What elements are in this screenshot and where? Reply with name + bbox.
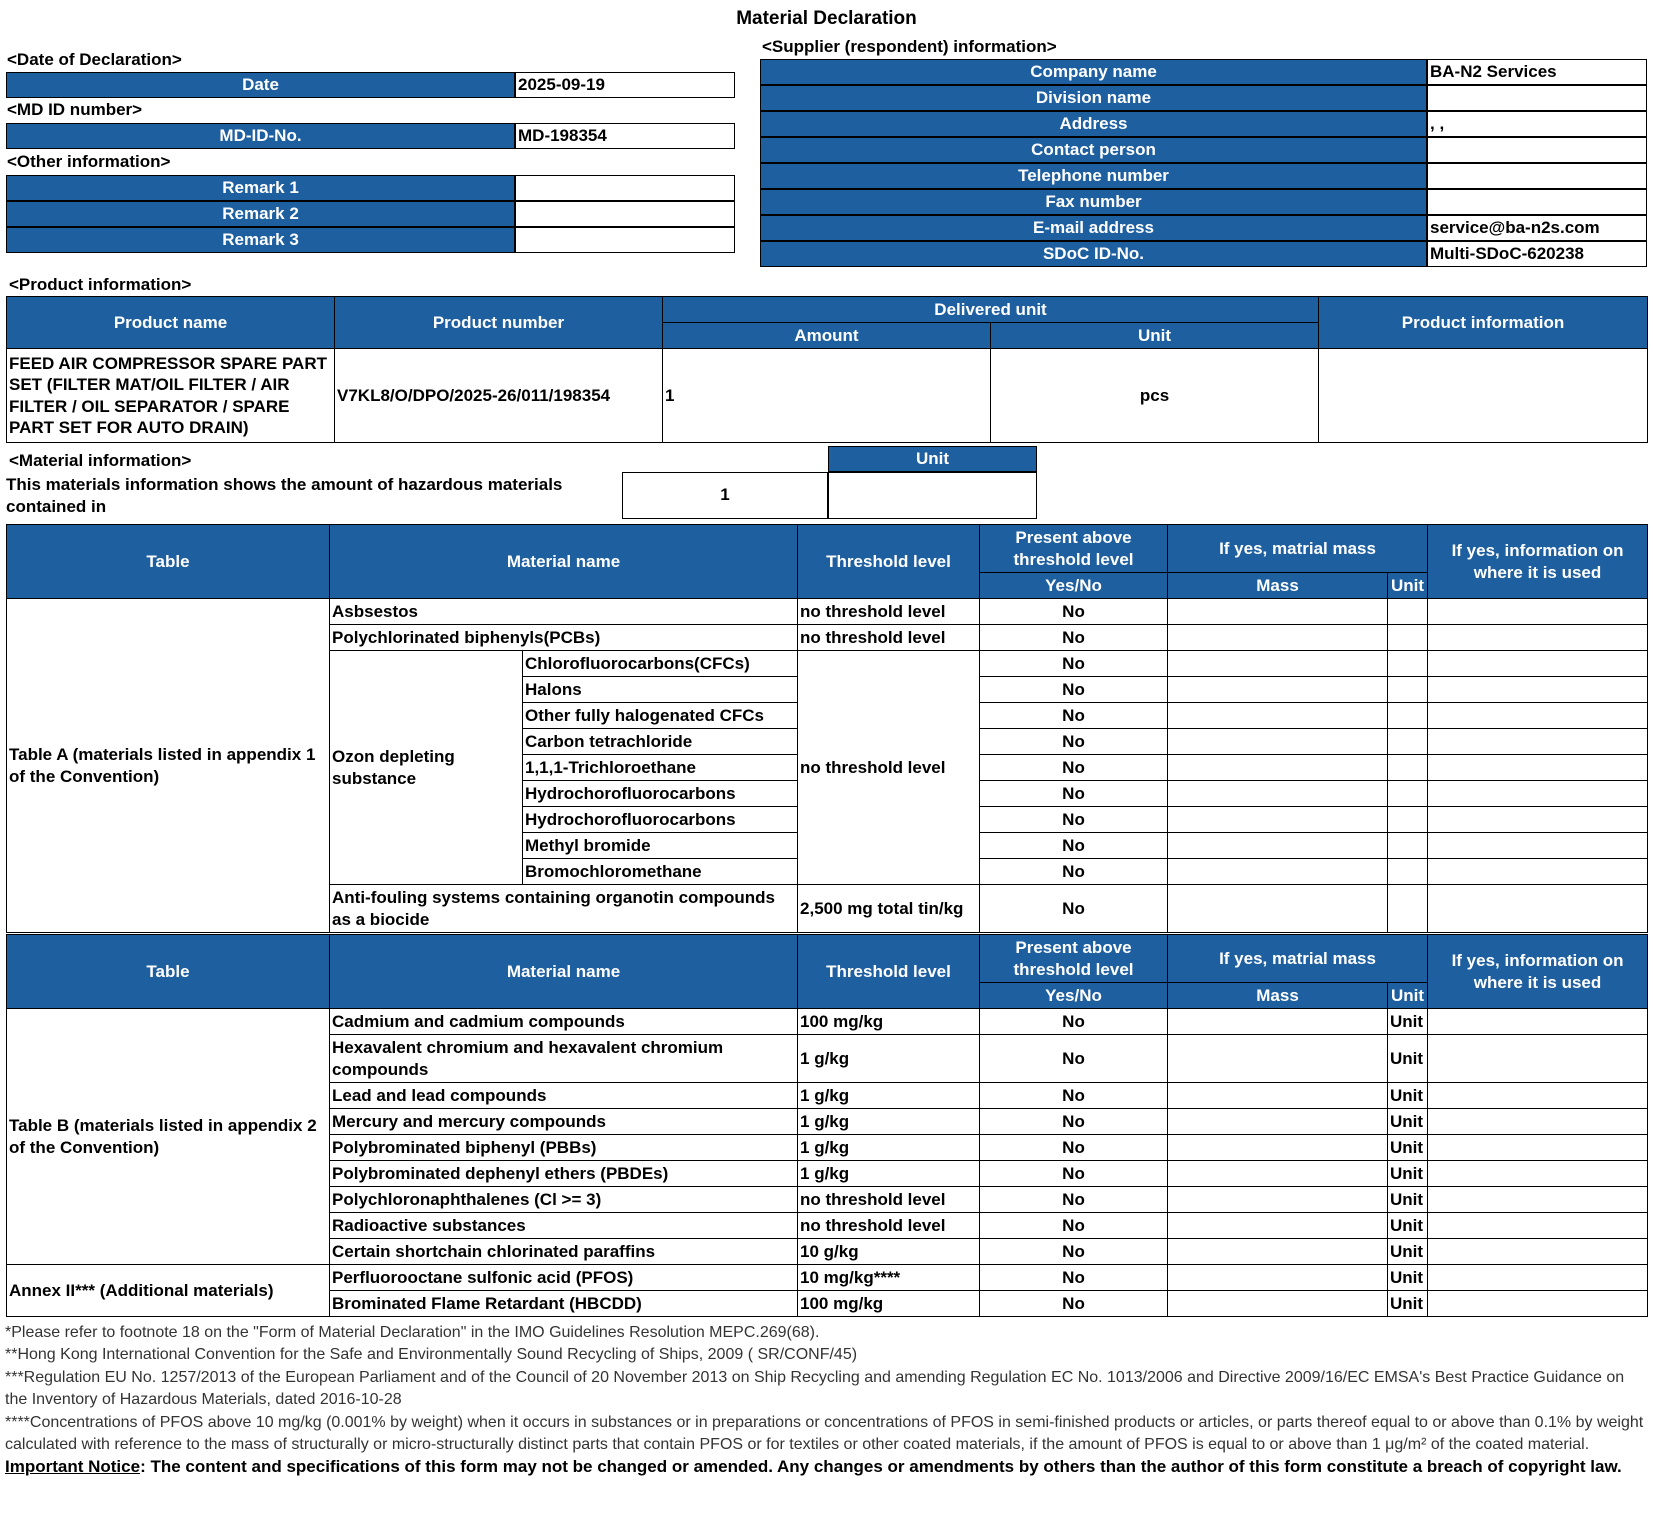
supplier-value[interactable]: BA-N2 Services xyxy=(1427,59,1647,85)
material-name: Brominated Flame Retardant (HBCDD) xyxy=(330,1291,798,1317)
supplier-value[interactable] xyxy=(1427,189,1647,215)
material-name: Halons xyxy=(523,677,798,703)
where-cell[interactable] xyxy=(1428,1239,1648,1265)
supplier-value[interactable] xyxy=(1427,163,1647,189)
material-name: 1,1,1-Trichloroethane xyxy=(523,755,798,781)
mass-cell[interactable] xyxy=(1168,729,1388,755)
mass-cell[interactable] xyxy=(1168,1083,1388,1109)
where-cell[interactable] xyxy=(1428,1187,1648,1213)
product-table xyxy=(6,296,1648,443)
where-cell[interactable] xyxy=(1428,1009,1648,1035)
where-cell[interactable] xyxy=(1428,755,1648,781)
table-a-mass-header: Mass xyxy=(1168,573,1388,599)
unit-cell[interactable]: Unit xyxy=(1388,1135,1428,1161)
present-value[interactable]: No xyxy=(980,703,1168,729)
table-b-mass-group-header: If yes, matrial mass xyxy=(1168,935,1428,983)
threshold-level: 1 g/kg xyxy=(798,1161,980,1187)
unit-cell[interactable] xyxy=(1388,599,1428,625)
unit-cell[interactable]: Unit xyxy=(1388,1187,1428,1213)
material-name: Certain shortchain chlorinated paraffins xyxy=(330,1239,798,1265)
table-a-where-header: If yes, information on where it is used xyxy=(1428,525,1648,599)
unit-cell[interactable] xyxy=(1388,781,1428,807)
material-name: Polybrominated biphenyl (PBBs) xyxy=(330,1135,798,1161)
where-cell[interactable] xyxy=(1428,651,1648,677)
where-cell[interactable] xyxy=(1428,677,1648,703)
threshold-level: 1 g/kg xyxy=(798,1135,980,1161)
threshold-level: no threshold level xyxy=(798,1213,980,1239)
present-value[interactable]: No xyxy=(980,833,1168,859)
supplier-value[interactable]: service@ba-n2s.com xyxy=(1427,215,1647,241)
where-cell[interactable] xyxy=(1428,1291,1648,1317)
table-a-threshold-header: Threshold level xyxy=(798,525,980,599)
ozone-group-label: Ozon depleting substance xyxy=(330,651,523,885)
mass-cell[interactable] xyxy=(1168,1135,1388,1161)
footnote-2: **Hong Kong International Convention for the Safe and Environmentally Sound Recycling of Ships, 2009 ( SR/CONF/45) xyxy=(5,1346,858,1364)
unit-cell[interactable]: Unit xyxy=(1388,1213,1428,1239)
mass-cell[interactable] xyxy=(1168,1161,1388,1187)
present-value[interactable]: No xyxy=(980,1035,1168,1083)
table-b-unit-header: Unit xyxy=(1388,983,1428,1009)
table-b-present-header: Present above threshold level xyxy=(980,935,1168,983)
product-amount-value[interactable]: 1 xyxy=(663,349,991,443)
mass-cell[interactable] xyxy=(1168,1239,1388,1265)
present-value[interactable]: No xyxy=(980,1239,1168,1265)
supplier-label: E-mail address xyxy=(760,215,1427,241)
table-a-unit-header: Unit xyxy=(1388,573,1428,599)
material-name: Radioactive substances xyxy=(330,1213,798,1239)
product-number-value: V7KL8/O/DPO/2025-26/011/198354 xyxy=(335,349,663,443)
threshold-level: 1 g/kg xyxy=(798,1109,980,1135)
present-value[interactable]: No xyxy=(980,1265,1168,1291)
unit-cell[interactable]: Unit xyxy=(1388,1161,1428,1187)
unit-cell[interactable] xyxy=(1388,755,1428,781)
footnote-3: ***Regulation EU No. 1257/2013 of the European Parliament and of the Council of 20 November 2013 on Ship Recycling and amending Regulation EC No. 1013/2006 and Directive 2009/16/EC EMSA's Best Practice Guidance on the Inventory of Hazardous Materials, dated 2016-10-28 xyxy=(5,1368,1625,1409)
unit-cell[interactable]: Unit xyxy=(1388,1265,1428,1291)
where-cell[interactable] xyxy=(1428,703,1648,729)
unit-cell[interactable]: Unit xyxy=(1388,1109,1428,1135)
product-unit-value[interactable]: pcs xyxy=(991,349,1319,443)
where-cell[interactable] xyxy=(1428,781,1648,807)
amount-header: Amount xyxy=(663,323,991,349)
unit-cell[interactable] xyxy=(1388,651,1428,677)
unit-cell[interactable] xyxy=(1388,729,1428,755)
material-section-heading: <Material information> xyxy=(9,451,192,470)
mdid-section-heading: <MD ID number> xyxy=(7,100,143,119)
threshold-level: 2,500 mg total tin/kg xyxy=(798,885,980,933)
unit-cell[interactable] xyxy=(1388,833,1428,859)
threshold-level: 1 g/kg xyxy=(798,1035,980,1083)
present-value[interactable]: No xyxy=(980,1083,1168,1109)
where-cell[interactable] xyxy=(1428,599,1648,625)
unit-cell[interactable] xyxy=(1388,885,1428,933)
where-cell[interactable] xyxy=(1428,833,1648,859)
where-cell[interactable] xyxy=(1428,1135,1648,1161)
table-a-label: Table A (materials listed in appendix 1 of the Convention) xyxy=(7,599,330,933)
present-value[interactable]: No xyxy=(980,1135,1168,1161)
present-value[interactable]: No xyxy=(980,1213,1168,1239)
material-name: Chlorofluorocarbons(CFCs) xyxy=(523,651,798,677)
supplier-label: Fax number xyxy=(760,189,1427,215)
threshold-level: 10 g/kg xyxy=(798,1239,980,1265)
remark-2-value[interactable] xyxy=(515,201,735,227)
where-cell[interactable] xyxy=(1428,1035,1648,1083)
material-name: Other fully halogenated CFCs xyxy=(523,703,798,729)
threshold-level: no threshold level xyxy=(798,651,980,885)
material-name: Hydrochorofluorocarbons xyxy=(523,807,798,833)
material-info-text: This materials information shows the amount of hazardous materials contained in xyxy=(6,475,563,517)
table-b-yesno-header: Yes/No xyxy=(980,983,1168,1009)
mass-cell[interactable] xyxy=(1168,625,1388,651)
where-cell[interactable] xyxy=(1428,859,1648,885)
supplier-value[interactable] xyxy=(1427,137,1647,163)
material-name: Asbsestos xyxy=(330,599,798,625)
unit-cell[interactable] xyxy=(1388,703,1428,729)
table-a-yesno-header: Yes/No xyxy=(980,573,1168,599)
supplier-label: SDoC ID-No. xyxy=(760,241,1427,267)
supplier-label: Division name xyxy=(760,85,1427,111)
present-value[interactable]: No xyxy=(980,1009,1168,1035)
remark-1-label: Remark 1 xyxy=(6,175,515,201)
unit-cell[interactable]: Unit xyxy=(1388,1009,1428,1035)
footnote-1: *Please refer to footnote 18 on the "Form of Material Declaration" in the IMO Guidelines Resolution MEPC.269(68). xyxy=(5,1324,820,1341)
table-row xyxy=(7,599,1648,625)
supplier-value[interactable]: , , xyxy=(1427,111,1647,137)
table-b xyxy=(6,934,1648,1317)
unit-cell[interactable] xyxy=(1388,625,1428,651)
product-section-heading: <Product information> xyxy=(9,275,192,294)
table-a-mass-group-header: If yes, matrial mass xyxy=(1168,525,1428,573)
present-value[interactable]: No xyxy=(980,1187,1168,1213)
material-name: Anti-fouling systems containing organotin compounds as a biocide xyxy=(330,885,798,933)
delivered-unit-header: Delivered unit xyxy=(663,297,1319,323)
material-name: Lead and lead compounds xyxy=(330,1083,798,1109)
threshold-level: no threshold level xyxy=(798,625,980,651)
mass-cell[interactable] xyxy=(1168,1291,1388,1317)
present-value[interactable]: No xyxy=(980,1109,1168,1135)
mass-cell[interactable] xyxy=(1168,755,1388,781)
mdid-value[interactable]: MD-198354 xyxy=(515,123,735,149)
supplier-label: Company name xyxy=(760,59,1427,85)
material-name: Polybrominated dephenyl ethers (PBDEs) xyxy=(330,1161,798,1187)
table-row xyxy=(7,1009,1648,1035)
remark-3-label: Remark 3 xyxy=(6,227,515,253)
present-value[interactable]: No xyxy=(980,781,1168,807)
where-cell[interactable] xyxy=(1428,625,1648,651)
unit-cell[interactable] xyxy=(1388,677,1428,703)
supplier-label: Telephone number xyxy=(760,163,1427,189)
material-name: Hydrochorofluorocarbons xyxy=(523,781,798,807)
footnotes xyxy=(5,1322,1648,1479)
mdid-label: MD-ID-No. xyxy=(6,123,515,149)
mass-cell[interactable] xyxy=(1168,1035,1388,1083)
other-section-heading: <Other information> xyxy=(7,152,171,171)
material-name: Carbon tetrachloride xyxy=(523,729,798,755)
material-name: Bromochloromethane xyxy=(523,859,798,885)
present-value[interactable]: No xyxy=(980,677,1168,703)
threshold-level: 1 g/kg xyxy=(798,1083,980,1109)
threshold-level: 10 mg/kg**** xyxy=(798,1265,980,1291)
material-name: Polychlorinated biphenyls(PCBs) xyxy=(330,625,798,651)
remark-2-label: Remark 2 xyxy=(6,201,515,227)
table-a-present-header: Present above threshold level xyxy=(980,525,1168,573)
mass-cell[interactable] xyxy=(1168,1187,1388,1213)
table-b-mass-header: Mass xyxy=(1168,983,1388,1009)
mass-cell[interactable] xyxy=(1168,651,1388,677)
unit-cell[interactable]: Unit xyxy=(1388,1239,1428,1265)
where-cell[interactable] xyxy=(1428,1083,1648,1109)
product-name-value: FEED AIR COMPRESSOR SPARE PART SET (FILTER MAT/OIL FILTER / AIR FILTER / OIL SEPARATOR / SPARE PART SET FOR AUTO DRAIN) xyxy=(7,349,335,443)
present-value[interactable]: No xyxy=(980,859,1168,885)
date-value[interactable]: 2025-09-19 xyxy=(515,72,735,98)
unit-cell[interactable]: Unit xyxy=(1388,1083,1428,1109)
where-cell[interactable] xyxy=(1428,729,1648,755)
supplier-value[interactable] xyxy=(1427,85,1647,111)
unit-cell[interactable] xyxy=(1388,807,1428,833)
present-value[interactable]: No xyxy=(980,651,1168,677)
mass-cell[interactable] xyxy=(1168,859,1388,885)
date-section-heading: <Date of Declaration> xyxy=(7,50,182,69)
table-b-table-header: Table xyxy=(7,935,330,1009)
footnote-4: ****Concentrations of PFOS above 10 mg/kg (0.001% by weight) when it occurs in substances or in preparations or concentrations of PFOS in semi-finished products or articles, or parts thereof equal to or above than 0.1% by weight calculated with reference to the mass of structurally or micro-structurally distinct parts that contain PFOS or for textiles or other coated materials, if the amount of PFOS is equal to or above than 1 μg/m² of the coated material. xyxy=(5,1413,1644,1453)
where-cell[interactable] xyxy=(1428,885,1648,933)
mass-cell[interactable] xyxy=(1168,703,1388,729)
material-name: Cadmium and cadmium compounds xyxy=(330,1009,798,1035)
present-value[interactable]: No xyxy=(980,599,1168,625)
supplier-section-heading: <Supplier (respondent) information> xyxy=(762,37,1057,56)
threshold-level: 100 mg/kg xyxy=(798,1009,980,1035)
present-value[interactable]: No xyxy=(980,885,1168,933)
important-notice-label: Important Notice xyxy=(5,1457,141,1477)
unit-cell[interactable] xyxy=(1388,859,1428,885)
table-a-table-header: Table xyxy=(7,525,330,599)
remark-3-value[interactable] xyxy=(515,227,735,253)
unit-cell[interactable]: Unit xyxy=(1388,1291,1428,1317)
annex-label: Annex II*** (Additional materials) xyxy=(7,1265,330,1317)
page-title: Material Declaration xyxy=(736,8,917,29)
mass-cell[interactable] xyxy=(1168,1213,1388,1239)
where-cell[interactable] xyxy=(1428,1213,1648,1239)
table-b-where-header: If yes, information on where it is used xyxy=(1428,935,1648,1009)
supplier-label: Address xyxy=(760,111,1427,137)
mass-cell[interactable] xyxy=(1168,1109,1388,1135)
mass-cell[interactable] xyxy=(1168,781,1388,807)
material-amount-value[interactable]: 1 xyxy=(622,472,828,519)
remark-1-value[interactable] xyxy=(515,175,735,201)
material-name: Mercury and mercury compounds xyxy=(330,1109,798,1135)
important-notice xyxy=(5,1456,1648,1479)
mass-cell[interactable] xyxy=(1168,885,1388,933)
where-cell[interactable] xyxy=(1428,1161,1648,1187)
where-cell[interactable] xyxy=(1428,807,1648,833)
present-value[interactable]: No xyxy=(980,1161,1168,1187)
present-value[interactable]: No xyxy=(980,729,1168,755)
present-value[interactable]: No xyxy=(980,755,1168,781)
supplier-label: Contact person xyxy=(760,137,1427,163)
table-b-threshold-header: Threshold level xyxy=(798,935,980,1009)
unit-header: Unit xyxy=(991,323,1319,349)
product-info-header: Product information xyxy=(1319,297,1648,349)
important-notice-text: : The content and specifications of this form may not be changed or amended. Any changes or amendments by others than the author of this form constitute a breach of copyright law. xyxy=(140,1457,1622,1477)
material-name: Hexavalent chromium and hexavalent chromium compounds xyxy=(330,1035,798,1083)
threshold-level: 100 mg/kg xyxy=(798,1291,980,1317)
date-label: Date xyxy=(6,72,515,98)
table-a xyxy=(6,524,1648,933)
where-cell[interactable] xyxy=(1428,1265,1648,1291)
unit-cell[interactable]: Unit xyxy=(1388,1035,1428,1083)
material-name: Perfluorooctane sulfonic acid (PFOS) xyxy=(330,1265,798,1291)
mass-cell[interactable] xyxy=(1168,599,1388,625)
product-number-header: Product number xyxy=(335,297,663,349)
mass-cell[interactable] xyxy=(1168,807,1388,833)
product-name-header: Product name xyxy=(7,297,335,349)
table-b-label: Table B (materials listed in appendix 2 of the Convention) xyxy=(7,1009,330,1265)
mass-cell[interactable] xyxy=(1168,677,1388,703)
material-name: Polychloronaphthalenes (Cl >= 3) xyxy=(330,1187,798,1213)
material-name: Methyl bromide xyxy=(523,833,798,859)
threshold-level: no threshold level xyxy=(798,599,980,625)
material-unit-header: Unit xyxy=(828,446,1037,472)
table-row xyxy=(7,1265,1648,1291)
material-unit-value[interactable] xyxy=(828,472,1037,519)
where-cell[interactable] xyxy=(1428,1109,1648,1135)
supplier-value[interactable]: Multi-SDoC-620238 xyxy=(1427,241,1647,267)
present-value[interactable]: No xyxy=(980,625,1168,651)
threshold-level: no threshold level xyxy=(798,1187,980,1213)
mass-cell[interactable] xyxy=(1168,1009,1388,1035)
present-value[interactable]: No xyxy=(980,807,1168,833)
table-b-material-header: Material name xyxy=(330,935,798,1009)
table-a-material-header: Material name xyxy=(330,525,798,599)
product-info-value[interactable] xyxy=(1319,349,1648,443)
mass-cell[interactable] xyxy=(1168,1265,1388,1291)
present-value[interactable]: No xyxy=(980,1291,1168,1317)
mass-cell[interactable] xyxy=(1168,833,1388,859)
